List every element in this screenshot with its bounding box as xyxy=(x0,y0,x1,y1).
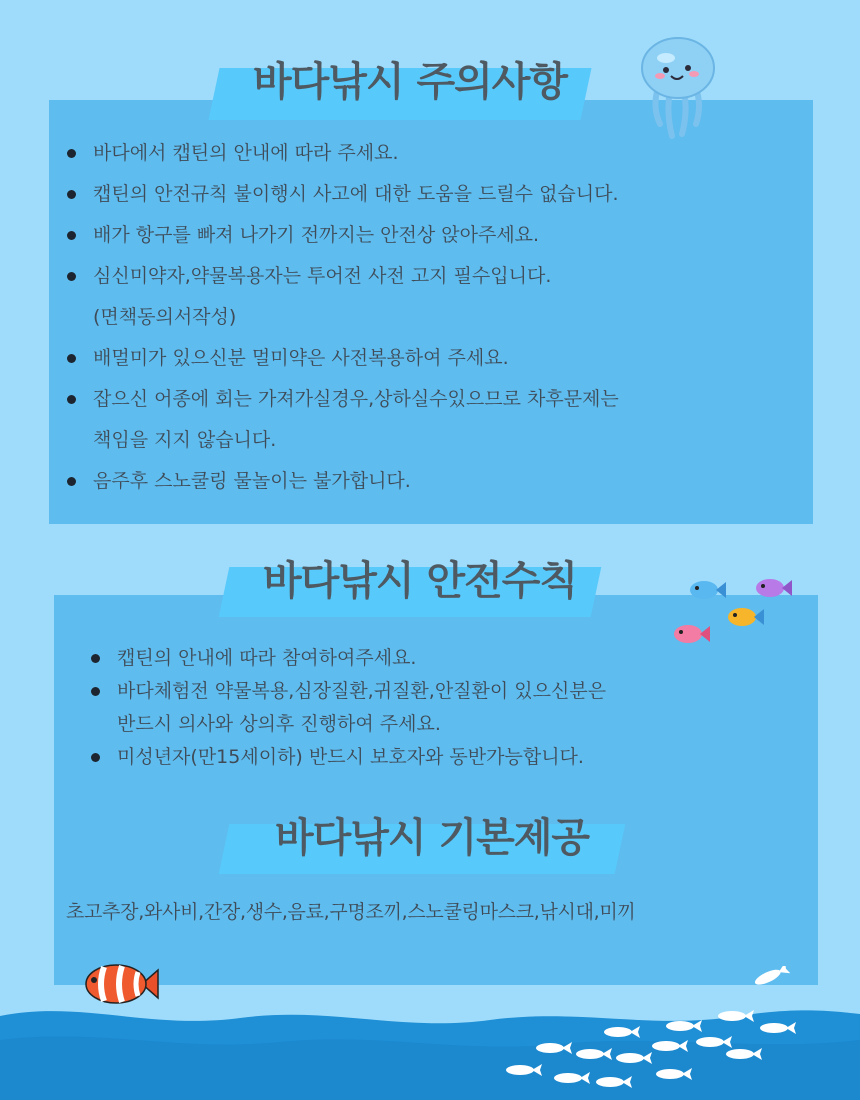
precautions-list xyxy=(67,133,619,502)
list-item-text: 배멀미가 있으신분 멀미약은 사전복용하여 주세요. xyxy=(93,347,509,369)
safety-title: 바다낚시 안전수칙 xyxy=(262,558,578,604)
list-item-text: 음주후 스노쿨링 물놀이는 불가합니다. xyxy=(93,470,411,492)
provided-items-text: 초고추장,와사비,간장,생수,음료,구명조끼,스노쿨링마스크,낚시대,미끼 xyxy=(66,901,636,923)
list-item-text: 배가 항구를 빠져 나가기 전까지는 안전상 앉아주세요. xyxy=(93,224,540,246)
list-item xyxy=(91,675,606,741)
list-item-text: 바다체험전 약물복용,심장질환,귀질환,안질환이 있으신분은 xyxy=(117,680,607,702)
list-item-text: 바다에서 캡틴의 안내에 따라 주세요. xyxy=(93,142,399,164)
list-item-text: 잡으신 어종에 회는 가져가실경우,상하실수있으므로 차후문제는 xyxy=(93,388,619,410)
list-item xyxy=(67,174,619,215)
provided-title-block xyxy=(222,800,642,880)
list-item-text: 캡틴의 안내에 따라 참여하여주세요. xyxy=(117,647,417,669)
list-item-continuation: (면책동의서작성) xyxy=(93,306,237,328)
list-item-text: 심신미약자,약물복용자는 투어전 사전 고지 필수입니다. xyxy=(93,265,552,287)
precautions-title-block xyxy=(210,38,610,118)
jellyfish-icon xyxy=(636,32,720,142)
provided-title: 바다낚시 기본제공 xyxy=(274,815,590,861)
safety-list xyxy=(91,642,606,774)
list-item-continuation: 책임을 지지 않습니다. xyxy=(93,429,277,451)
list-item xyxy=(67,133,619,174)
list-item xyxy=(91,741,606,774)
list-item xyxy=(67,215,619,256)
white-fish-icon xyxy=(496,966,806,1094)
fish-school-icon xyxy=(668,572,800,650)
safety-title-block xyxy=(220,535,620,625)
list-item xyxy=(67,256,619,338)
list-item-continuation: 반드시 의사와 상의후 진행하여 주세요. xyxy=(117,713,441,735)
list-item-text: 캡틴의 안전규칙 불이행시 사고에 대한 도움을 드릴수 없습니다. xyxy=(93,183,619,205)
list-item-text: 미성년자(만15세이하) 반드시 보호자와 동반가능합니다. xyxy=(117,746,584,768)
list-item xyxy=(67,379,619,461)
precautions-title: 바다낚시 주의사항 xyxy=(252,59,568,105)
list-item xyxy=(67,338,619,379)
clownfish-icon xyxy=(82,958,162,1010)
list-item xyxy=(67,461,619,502)
list-item xyxy=(91,642,606,675)
